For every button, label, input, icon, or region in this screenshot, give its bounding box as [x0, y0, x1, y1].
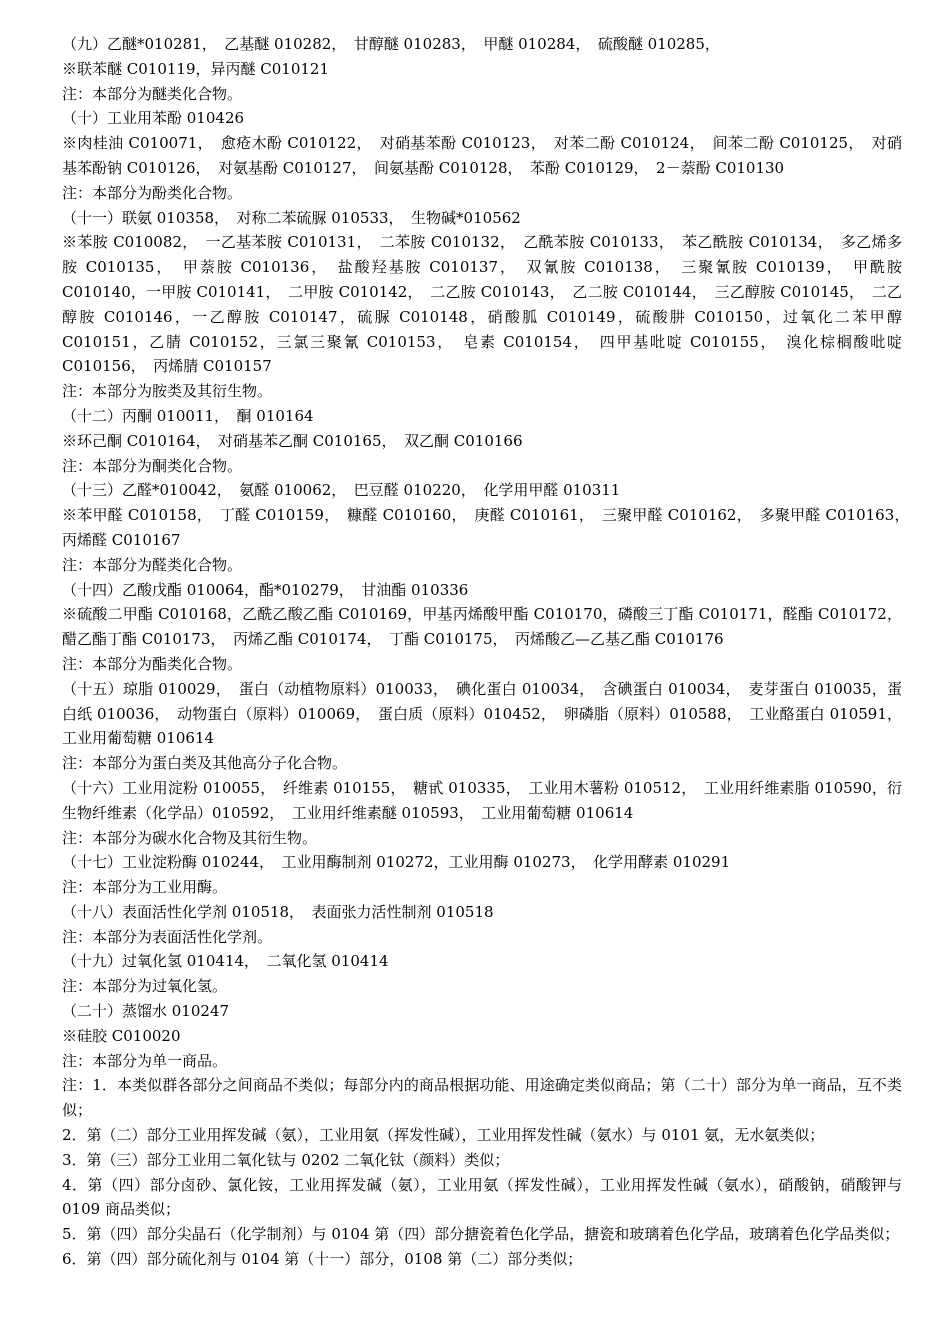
section-10-note: 注：本部分为酚类化合物。: [62, 183, 243, 202]
section-11-related-items: ※苯胺 C010082， 一乙基苯胺 C010131， 二苯胺 C010132， 乙酰苯胺 C010133， 苯乙酰胺 C010134， 多乙烯多胺 C010135， 甲萘胺 C010136， 盐酸羟基胺 C010137， 双氰胺 C010138， 三聚氰胺 C010139， 甲酰胺 C010140，一甲胺 C010141， 二甲胺 C010142， 二乙胺 C010143， 乙二胺 C010144， 三乙醇胺 C010145， 二乙醇胺 C010146，一乙醇胺 C010147，硫脲 C010148，硝酸胍 C010149，硫酸肼 C010150，过氧化二苯甲醇 C010151，乙腈 C010152，三氯三聚氰 C010153， 皂素 C010154， 四甲基吡啶 C010155， 溴化棕榈酸吡啶 C010156， 丙烯腈 C010157: [62, 233, 902, 376]
section-10-related-items: ※肉桂油 C010071， 愈疮木酚 C010122， 对硝基苯酚 C010123， 对苯二酚 C010124， 间苯二酚 C010125， 对硝基苯酚钠 C010126， 对氨基酚 C010127， 间氨基酚 C010128， 苯酚 C010129， 2－萘酚 C010130: [62, 134, 902, 177]
section-9-heading: （九）乙醚*010281， 乙基醚 010282， 甘醇醚 010283， 甲醚 010284， 硫酸醚 010285，: [62, 35, 720, 53]
section-13-note: 注：本部分为醛类化合物。: [62, 555, 243, 574]
section-18-heading: （十八）表面活性化学剂 010518， 表面张力活性制剂 010518: [62, 902, 494, 921]
section-20-heading: （二十）蒸馏水 010247: [62, 1002, 230, 1021]
section-15-heading: （十五）琼脂 010029， 蛋白（动植物原料）010033， 碘化蛋白 010034， 含碘蛋白 010034， 麦芽蛋白 010035，蛋白纸 010036， 动物蛋白（原料）010069， 蛋白质（原料）010452， 卵磷脂（原料）010588， 工业酪蛋白 010591，工业用葡萄糖 010614: [62, 679, 902, 748]
section-18-note: 注：本部分为表面活性化学剂。: [62, 927, 273, 946]
general-note-1: 注：1．本类似群各部分之间商品不类似；每部分内的商品根据功能、用途确定类似商品；第（二十）部分为单一商品，互不类似；: [62, 1076, 902, 1120]
section-14-note: 注：本部分为酯类化合物。: [62, 654, 243, 673]
section-20-note: 注：本部分为单一商品。: [62, 1051, 228, 1070]
section-19-note: 注：本部分为过氧化氢。: [62, 977, 228, 996]
section-17-heading: （十七）工业淀粉酶 010244， 工业用酶制剂 010272，工业用酶 010273， 化学用酵素 010291: [62, 853, 731, 872]
section-9-related-items: ※联苯醚 C010119，异丙醚 C010121: [62, 59, 330, 78]
general-note-2: 2．第（二）部分工业用挥发碱（氨），工业用氨（挥发性碱），工业用挥发性碱（氨水）与 0101 氨，无水氨类似；: [62, 1126, 825, 1145]
section-12-note: 注：本部分为酮类化合物。: [62, 456, 243, 475]
section-13-heading: （十三）乙醛*010042， 氨醛 010062， 巴豆醛 010220， 化学用甲醛 010311: [62, 481, 621, 500]
general-note-5: 5．第（四）部分尖晶石（化学制剂）与 0104 第（四）部分搪瓷着色化学品，搪瓷和玻璃着色化学品，玻璃着色化学品类似；: [62, 1225, 900, 1244]
section-14-related-items: ※硫酸二甲酯 C010168，乙酰乙酸乙酯 C010169，甲基丙烯酸甲酯 C010170，磷酸三丁酯 C010171，醛酯 C010172，醋乙酯丁酯 C010173， 丙烯乙酯 C010174， 丁酯 C010175， 丙烯酸乙—乙基乙酯 C010176: [62, 605, 902, 649]
section-13-related-items: ※苯甲醛 C010158， 丁醛 C010159， 糠醛 C010160， 庚醛 C010161， 三聚甲醛 C010162， 多聚甲醛 C010163， 丙烯醛 C010167: [62, 506, 918, 549]
general-note-6: 6．第（四）部分硫化剂与 0104 第（十一）部分，0108 第（二）部分类似；: [62, 1250, 583, 1269]
section-10-heading: （十）工业用苯酚 010426: [62, 109, 245, 128]
section-14-heading: （十四）乙酸戊酯 010064，酯*010279， 甘油酯 010336: [62, 580, 469, 599]
section-16-heading: （十六）工业用淀粉 010055， 纤维素 010155， 糖甙 010335， 工业用木薯粉 010512， 工业用纤维素脂 010590，衍生物纤维素（化学品）010592， 工业用纤维素醚 010593， 工业用葡萄糖 010614: [62, 778, 902, 822]
section-11-note: 注：本部分为胺类及其衍生物。: [62, 382, 273, 401]
section-11-heading: （十一）联氨 010358， 对称二苯硫脲 010533， 生物碱*010562: [62, 208, 521, 227]
section-15-note: 注：本部分为蛋白类及其他高分子化合物。: [62, 754, 348, 773]
section-12-related-items: ※环己酮 C010164， 对硝基苯乙酮 C010165， 双乙酮 C010166: [62, 431, 523, 450]
section-20-related-items: ※硅胶 C010020: [62, 1026, 181, 1045]
section-12-heading: （十二）丙酮 010011， 酮 010164: [62, 406, 314, 425]
general-note-3: 3．第（三）部分工业用二氧化钛与 0202 二氧化钛（颜料）类似；: [62, 1150, 510, 1169]
section-16-note: 注：本部分为碳水化合物及其衍生物。: [62, 828, 318, 847]
section-19-heading: （十九）过氧化氢 010414， 二氧化氢 010414: [62, 952, 389, 971]
general-note-4: 4．第（四）部分卤砂、氯化铵，工业用挥发碱（氨），工业用氨（挥发性碱），工业用挥发性碱（氨水），硝酸钠，硝酸钾与 0109 商品类似；: [62, 1175, 902, 1219]
section-17-note: 注：本部分为工业用酶。: [62, 878, 228, 897]
section-9-note: 注：本部分为醚类化合物。: [62, 84, 243, 103]
